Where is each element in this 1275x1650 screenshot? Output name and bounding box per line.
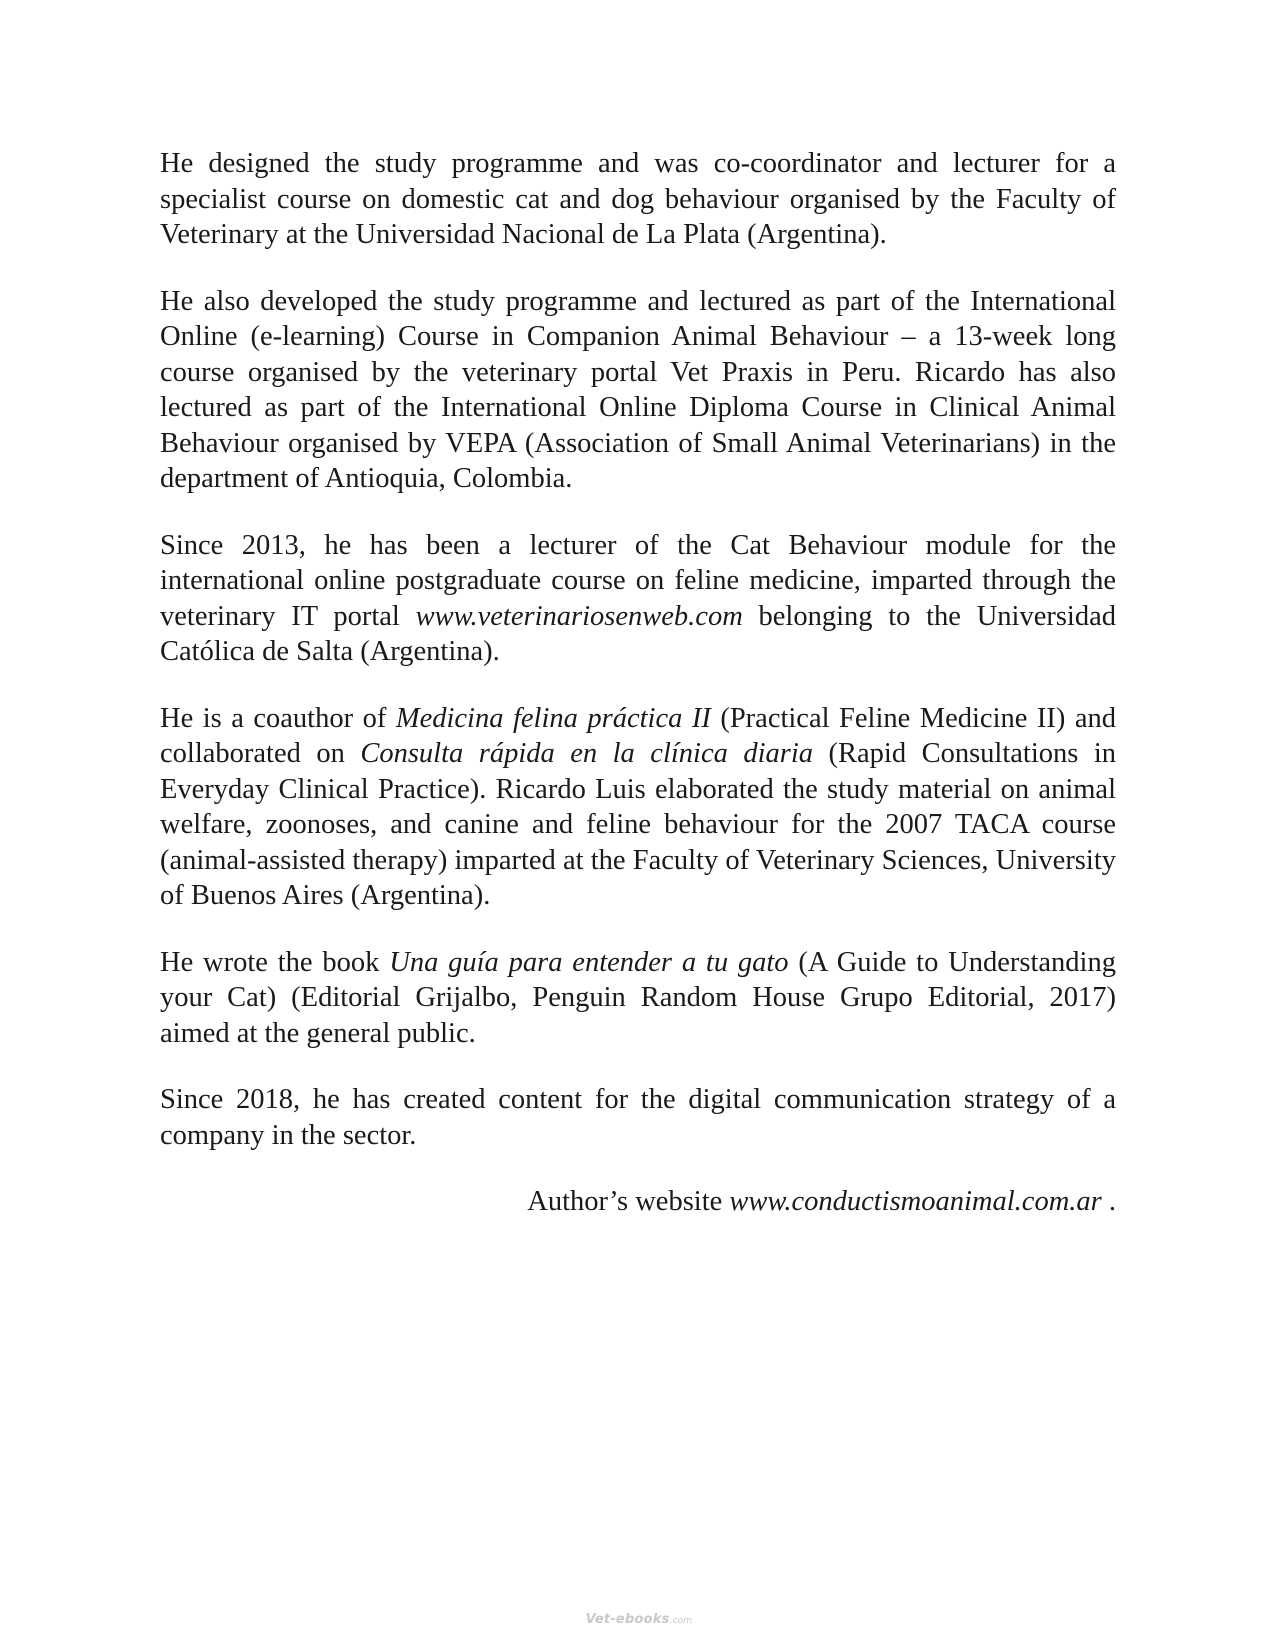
- paragraph-text: He is a coauthor of: [160, 702, 396, 734]
- paragraph-text: belonging to the Universidad Católica de Salta (Argentina).: [160, 600, 1116, 667]
- paragraph-p3: [160, 528, 1116, 670]
- italic-text: Consulta rápida en la clínica diaria: [360, 738, 814, 769]
- paragraph-text: (Rapid Consultations in Everyday Clinical Practice). Ricardo Luis elaborated the study material on animal welfare, zoonoses, and canine and feline behaviour for the 2007 TACA course (animal-assisted therapy) imparted at the Faculty of Veterinary Sciences, University of Buenos Aires (Argentina).: [160, 738, 1116, 911]
- paragraph-p4: [160, 701, 1116, 914]
- author-website-line: [160, 1184, 1116, 1220]
- paragraph-p2: [160, 284, 1116, 497]
- paragraph-text: Since 2013, he has been a lecturer of the Cat Behaviour module for the international online postgraduate course on feline medicine, imparted through the veterinary IT portal: [160, 529, 1116, 632]
- paragraph-list: [160, 146, 1116, 1153]
- paragraph-text: He designed the study programme and was co-coordinator and lecturer for a specialist course on domestic cat and dog behaviour organised by the Faculty of Veterinary at the Universidad Nacional de La Plata (Argentina).: [160, 148, 1116, 250]
- paragraph-p5: [160, 945, 1116, 1052]
- italic-text: Una guía para entender a tu gato: [389, 946, 789, 978]
- paragraph-text: (A Guide to Understanding your Cat) (Editorial Grijalbo, Penguin Random House Grupo Editorial, 2017) aimed at the general public.: [160, 946, 1116, 1049]
- author-website-suffix: .: [1101, 1186, 1116, 1217]
- italic-text: www.veterinariosenweb.com: [415, 600, 743, 632]
- paragraph-text: (Practical Feline Medicine II) and collaborated on: [160, 702, 1117, 769]
- author-website-link[interactable]: www.conductismoanimal.com.ar: [729, 1186, 1102, 1217]
- paragraph-text: Since 2018, he has created content for the digital communication strategy of a company in the sector.: [160, 1084, 1116, 1151]
- watermark-main: Vet-ebooks: [585, 1612, 670, 1627]
- paragraph-text: He also developed the study programme and lectured as part of the International Online (e-learning) Course in Companion Animal Behaviour – a 13-week long course organised by the veterinary portal Vet Praxis in Peru. Ricardo has also lectured as part of the International Online Diploma Course in Clinical Animal Behaviour organised by VEPA (Association of Small Animal Veterinarians) in the department of Antioquia, Colombia.: [160, 285, 1116, 494]
- watermark-logo: [574, 1612, 704, 1627]
- document-body: [160, 146, 1116, 1220]
- italic-text: Medicina felina práctica II: [395, 702, 711, 734]
- watermark-domain: .com: [669, 1616, 693, 1626]
- paragraph-p6: [160, 1082, 1116, 1153]
- paragraph-p1: [160, 146, 1116, 253]
- author-website-label: Author’s website: [527, 1186, 730, 1217]
- paragraph-text: He wrote the book: [160, 946, 390, 978]
